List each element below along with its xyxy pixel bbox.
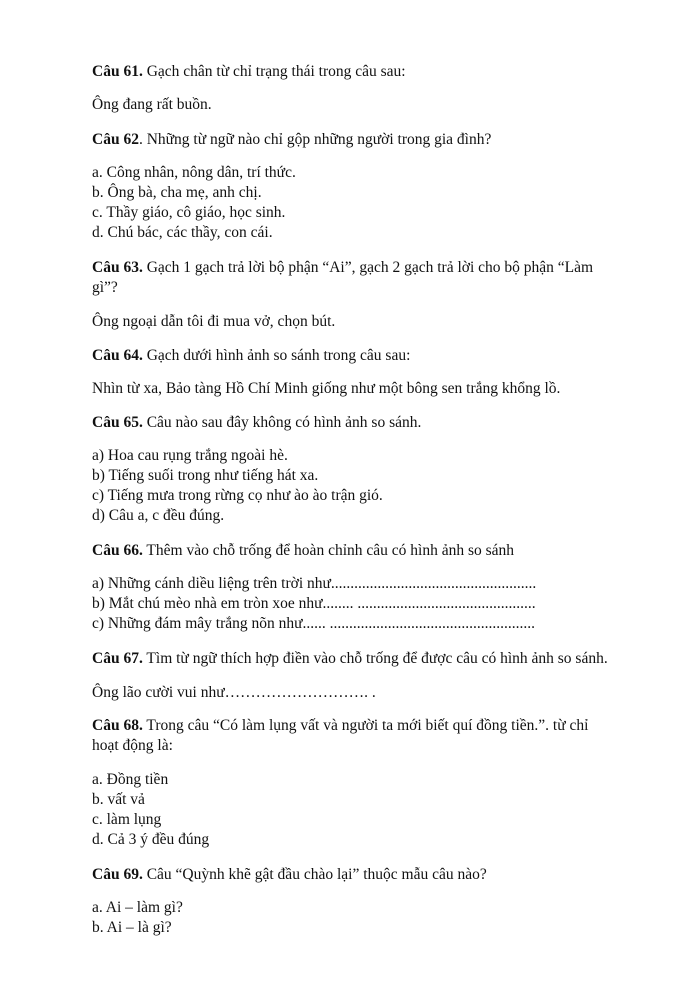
option-a: a. Công nhân, nông dân, trí thức. (92, 164, 296, 181)
question-69 (92, 865, 487, 885)
question-text: Gạch 1 gạch trả lời bộ phận “Ai”, gạch 2 gạch trả lời cho bộ phận “Làm (142, 259, 594, 276)
question-61 (92, 62, 406, 82)
option-a: a. Ai – làm gì? (92, 899, 183, 916)
question-text-continued: hoạt động là: (92, 737, 173, 754)
option-b: b. Ai – là gì? (92, 919, 172, 936)
option-c: c. Thầy giáo, cô giáo, học sinh. (92, 204, 286, 221)
question-text: Trong câu “Có làm lụng vất và người ta mới biết quí đồng tiền.”. từ chỉ (142, 717, 589, 734)
question-64 (92, 346, 410, 366)
question-66 (92, 541, 514, 561)
option-d: d) Câu a, c đều đúng. (92, 507, 225, 524)
option-c: c. làm lụng (92, 811, 162, 828)
option-b: b) Mắt chú mèo nhà em tròn xoe như........ .............................................. (92, 595, 536, 612)
option-b: b) Tiếng suối trong như tiếng hát xa. (92, 467, 319, 484)
question-67 (92, 649, 608, 669)
question-text: Gạch chân từ chỉ trạng thái trong câu sau: (142, 63, 406, 80)
question-label: Câu 67. (92, 650, 143, 667)
option-a: a) Những cánh diều liệng trên trời như..................................................... (92, 575, 537, 592)
question-63 (92, 258, 593, 278)
question-text: . Những từ ngữ nào chỉ gộp những người trong gia đình? (138, 131, 492, 148)
option-a: a) Hoa cau rụng trắng ngoài hè. (92, 447, 288, 464)
question-label: Câu 65. (92, 414, 143, 431)
question-text: Câu “Quỳnh khẽ gật đầu chào lại” thuộc mẫu câu nào? (142, 866, 487, 883)
option-c: c) Tiếng mưa trong rừng cọ như ào ào trận gió. (92, 487, 383, 504)
question-label: Câu 64. (92, 347, 143, 364)
option-d: d. Cả 3 ý đều đúng (92, 831, 210, 848)
question-label: Câu 62 (92, 131, 139, 148)
question-text: Gạch dưới hình ảnh so sánh trong câu sau: (142, 347, 411, 364)
question-label: Câu 68. (92, 717, 143, 734)
example-sentence: Nhìn từ xa, Bảo tàng Hồ Chí Minh giống như một bông sen trắng khổng lồ. (92, 380, 561, 397)
option-b: b. vất vả (92, 791, 145, 808)
question-text: Tìm từ ngữ thích hợp điền vào chỗ trống để được câu có hình ảnh so sánh. (142, 650, 608, 667)
question-label: Câu 61. (92, 63, 143, 80)
question-label: Câu 69. (92, 866, 143, 883)
question-text: Thêm vào chỗ trống để hoàn chỉnh câu có hình ảnh so sánh (142, 542, 515, 559)
option-a: a. Đồng tiền (92, 771, 169, 788)
question-text: Câu nào sau đây không có hình ảnh so sánh. (142, 414, 422, 431)
option-b: b. Ông bà, cha mẹ, anh chị. (92, 184, 262, 201)
example-sentence: Ông đang rất buồn. (92, 96, 212, 113)
question-text-continued: gì”? (92, 279, 118, 296)
example-sentence: Ông lão cười vui như………………………. . (92, 684, 376, 701)
question-62 (92, 130, 491, 150)
question-label: Câu 66. (92, 542, 143, 559)
option-c: c) Những đám mây trắng nõn như...... ..................................................... (92, 615, 536, 632)
question-65 (92, 413, 421, 433)
example-sentence: Ông ngoại dẫn tôi đi mua vở, chọn bút. (92, 313, 336, 330)
question-68 (92, 716, 588, 736)
option-d: d. Chú bác, các thầy, con cái. (92, 224, 273, 241)
question-label: Câu 63. (92, 259, 143, 276)
